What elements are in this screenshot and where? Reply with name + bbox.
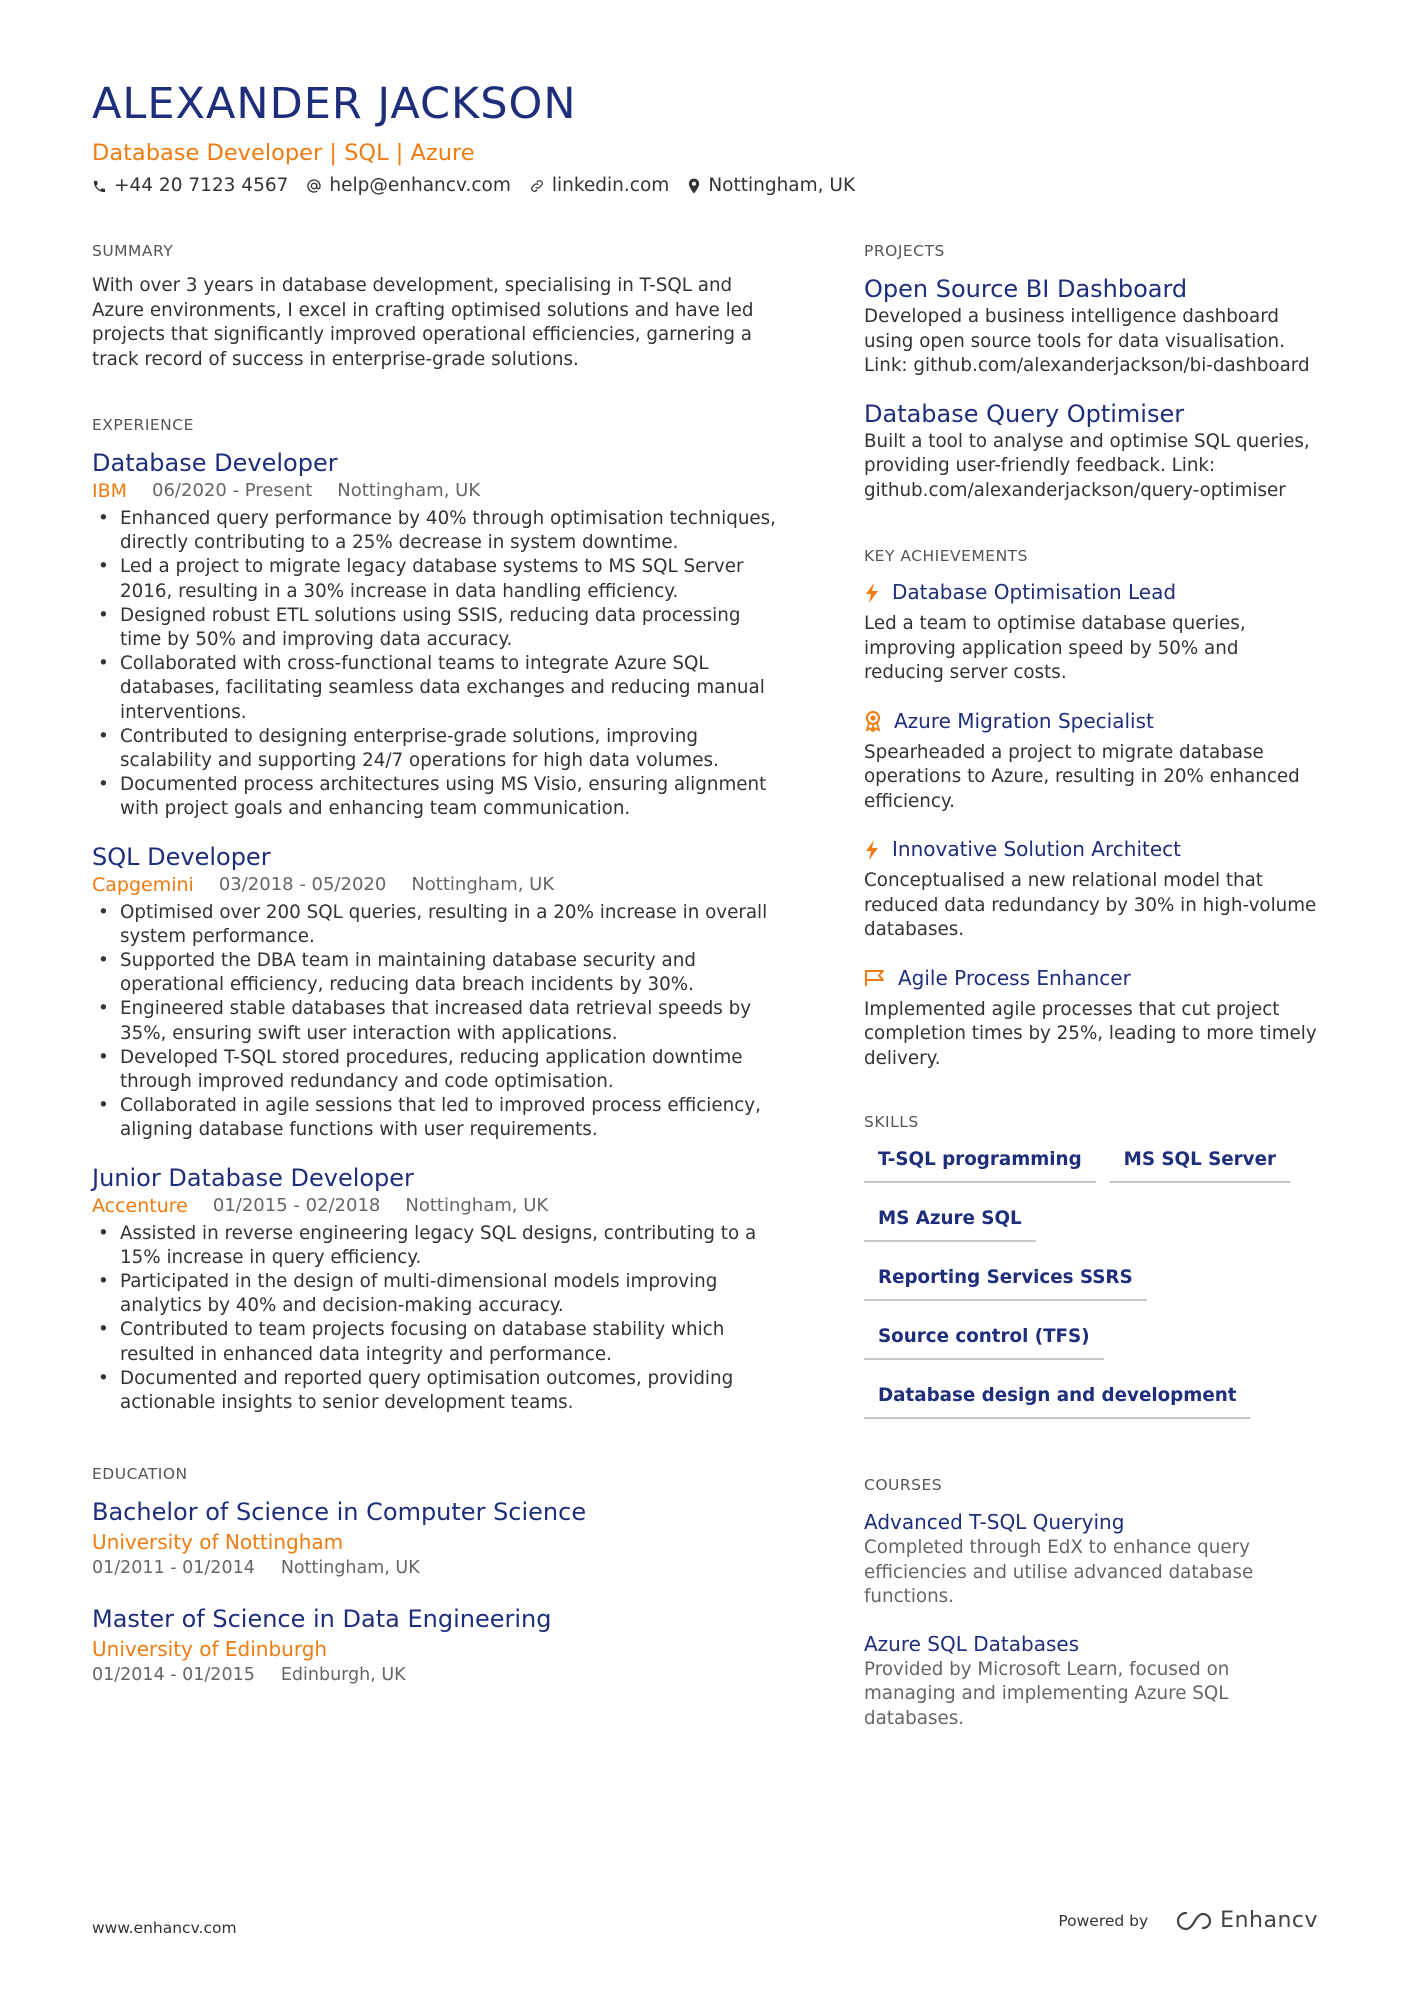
bullet-item: • Collaborated with cross-functional teams to integrate Azure SQL databases, facilitating seamless data exchanges and reducing manual interventions. [92, 652, 782, 725]
bullet-item: • Supported the DBA team in maintaining database security and operational efficiency, reducing data breach incidents by 30%. [92, 949, 782, 997]
candidate-name: ALEXANDER JACKSON [92, 79, 577, 129]
enhancv-logo[interactable] [1172, 1908, 1318, 1933]
job-title: Junior Database Developer [92, 1163, 414, 1192]
right-column [864, 240, 1324, 1773]
job-meta [92, 479, 782, 503]
course-entry [864, 1508, 1324, 1610]
job-entry [92, 448, 782, 822]
footer-branding [1058, 1908, 1318, 1933]
achievement-title: Innovative Solution Architect [892, 837, 1181, 861]
courses-section [864, 1474, 1324, 1731]
education-meta [92, 1663, 782, 1687]
achievement-title: Database Optimisation Lead [892, 580, 1177, 604]
skills-section [864, 1111, 1324, 1442]
education-entry [92, 1497, 782, 1580]
achievement-header [864, 708, 1324, 735]
section-title: EDUCATION [92, 1465, 188, 1484]
linkedin-text: linkedin.com [551, 175, 670, 196]
contact-email[interactable] [306, 173, 510, 199]
flag-icon [864, 969, 886, 987]
job-title: SQL Developer [92, 842, 271, 871]
brand-name: Enhancv [1220, 1908, 1318, 1933]
company-name: Accenture [92, 1194, 188, 1217]
powered-by-label: Powered by [1058, 1911, 1149, 1930]
at-icon [306, 178, 322, 194]
experience-section [92, 414, 782, 1415]
bullet-item: • Participated in the design of multi-dimensional models improving analytics by 40% and decision-making accuracy. [92, 1270, 782, 1318]
award-icon [864, 710, 882, 732]
job-dates: 01/2015 - 02/2018 [212, 1194, 381, 1216]
left-column [92, 240, 782, 1729]
job-dates: 03/2018 - 05/2020 [218, 873, 387, 895]
achievement-title: Azure Migration Specialist [894, 708, 1154, 733]
course-title: Advanced T-SQL Querying [864, 1510, 1125, 1534]
achievement-entry [864, 965, 1324, 1072]
achievement-entry [864, 836, 1324, 943]
job-meta [92, 873, 782, 897]
job-location: Nottingham, UK [337, 480, 481, 501]
summary-text: With over 3 years in database development, specialising in T-SQL and Azure environments, I excel in crafting optimised solutions and have led projects that significantly improved operational efficiencies, garnering a track record of success in enterprise-grade solutions. [92, 275, 754, 370]
education-dates: 01/2011 - 01/2014 [92, 1558, 255, 1579]
project-entry [864, 399, 1324, 504]
section-title: COURSES [864, 1476, 943, 1494]
section-title: KEY ACHIEVEMENTS [864, 547, 1028, 565]
skill-tag: Database design and development [864, 1383, 1250, 1419]
bullet-item: • Optimised over 200 SQL queries, resulting in a 20% increase in overall system performance. [92, 901, 782, 949]
achievement-header [864, 965, 1324, 992]
company-name: Capgemini [92, 873, 194, 896]
achievement-text: Implemented agile processes that cut project completion times by 25%, leading to more timely delivery. [864, 998, 1317, 1069]
course-title: Azure SQL Databases [864, 1631, 1080, 1656]
project-entry [864, 274, 1324, 379]
bullet-item: • Enhanced query performance by 40% through optimisation techniques, directly contributing to a 25% decrease in system downtime. [92, 507, 782, 555]
job-entry [92, 842, 782, 1143]
bolt-icon [864, 582, 880, 604]
education-entry [92, 1604, 782, 1687]
education-location: Nottingham, UK [280, 1558, 420, 1579]
project-description: Developed a business intelligence dashboard using open source tools for data visualisation. Link: github.com/alexanderjackson/bi-dashboard [864, 306, 1310, 376]
section-title: SKILLS [864, 1113, 919, 1131]
company-name: IBM [92, 480, 128, 502]
phone-icon [92, 179, 107, 194]
headline: Database Developer | SQL | Azure [92, 140, 475, 166]
job-title: Database Developer [92, 449, 338, 477]
degree-title: Master of Science in Data Engineering [92, 1605, 552, 1634]
bullet-item: • Documented process architectures using MS Visio, ensuring alignment with project goals and enhancing team communication. [92, 773, 782, 821]
skills-list [864, 1147, 1324, 1442]
project-title: Database Query Optimiser [864, 399, 1185, 428]
skill-tag: MS Azure SQL [864, 1206, 1036, 1242]
bullet-item: • Documented and reported query optimisation outcomes, providing actionable insights to senior development teams. [92, 1367, 782, 1415]
job-meta [92, 1194, 782, 1218]
bullet-item: • Led a project to migrate legacy database systems to MS SQL Server 2016, resulting in a 30% increase in data handling efficiency. [92, 555, 782, 603]
projects-section [864, 240, 1324, 503]
education-meta [92, 1556, 782, 1580]
job-entry [92, 1163, 782, 1416]
link-icon [529, 178, 545, 194]
achievement-text: Led a team to optimise database queries, improving application speed by 50% and reducing server costs. [864, 613, 1246, 683]
education-location: Edinburgh, UK [280, 1665, 406, 1686]
section-title: SUMMARY [92, 242, 174, 260]
contact-linkedin[interactable] [529, 173, 669, 199]
phone-text: +44 20 7123 4567 [114, 175, 289, 196]
contact-location [687, 173, 855, 199]
degree-title: Bachelor of Science in Computer Science [92, 1498, 587, 1527]
footer-website[interactable]: www.enhancv.com [92, 1919, 237, 1937]
summary-section [92, 240, 782, 372]
course-description: Provided by Microsoft Learn, focused on managing and implementing Azure SQL databases. [864, 1658, 1230, 1729]
bullet-item: • Collaborated in agile sessions that led to improved process efficiency, aligning database functions with user requirements. [92, 1094, 782, 1142]
achievement-title: Agile Process Enhancer [898, 965, 1131, 990]
job-bullets [92, 901, 782, 1143]
achievement-header [864, 836, 1324, 863]
school-name: University of Edinburgh [92, 1637, 328, 1662]
bullet-item: • Engineered stable databases that increased data retrieval speeds by 35%, ensuring swift user interaction with applications. [92, 997, 782, 1045]
contact-bar [92, 173, 873, 199]
skill-tag: T-SQL programming [864, 1147, 1096, 1183]
project-description: Built a tool to analyse and optimise SQL queries, providing user-friendly feedback. Link: github.com/alexanderjackson/query-optimiser [864, 430, 1310, 501]
job-bullets [92, 507, 782, 822]
email-text: help@enhancv.com [329, 175, 511, 196]
skill-tag: MS SQL Server [1110, 1147, 1290, 1183]
skill-tag: Source control (TFS) [864, 1324, 1104, 1360]
job-bullets [92, 1222, 782, 1416]
section-title: EXPERIENCE [92, 416, 194, 434]
education-dates: 01/2014 - 01/2015 [92, 1665, 255, 1686]
achievement-text: Spearheaded a project to migrate database operations to Azure, resulting in 20% enhanced efficiency. [864, 741, 1300, 812]
skill-tag: Reporting Services SSRS [864, 1265, 1147, 1301]
bullet-item: • Designed robust ETL solutions using SSIS, reducing data processing time by 50% and improving data accuracy. [92, 604, 782, 652]
course-entry [864, 1630, 1324, 1732]
project-title: Open Source BI Dashboard [864, 275, 1188, 303]
location-pin-icon [687, 178, 701, 194]
job-dates: 06/2020 - Present [152, 480, 313, 501]
achievement-entry [864, 708, 1324, 815]
bullet-item: • Contributed to designing enterprise-grade solutions, improving scalability and supporting 24/7 operations for high data volumes. [92, 725, 782, 773]
school-name: University of Nottingham [92, 1530, 344, 1555]
course-description: Completed through EdX to enhance query efficiencies and utilise advanced database functions. [864, 1537, 1254, 1607]
job-location: Nottingham, UK [405, 1194, 549, 1216]
education-section [92, 1463, 782, 1687]
job-location: Nottingham, UK [411, 873, 555, 895]
bullet-item: • Contributed to team projects focusing on database stability which resulted in enhanced data integrity and performance. [92, 1318, 782, 1366]
achievement-entry [864, 579, 1324, 686]
section-title: PROJECTS [864, 242, 945, 260]
bolt-icon [864, 839, 880, 861]
enhancv-logo-icon [1172, 1909, 1212, 1933]
location-text: Nottingham, UK [708, 175, 856, 196]
bullet-item: • Developed T-SQL stored procedures, reducing application downtime through improved redundancy and code optimisation. [92, 1046, 782, 1094]
achievements-section [864, 545, 1324, 1071]
contact-phone[interactable] [92, 173, 288, 199]
bullet-item: • Assisted in reverse engineering legacy SQL designs, contributing to a 15% increase in query efficiency. [92, 1222, 782, 1270]
achievement-text: Conceptualised a new relational model that reduced data redundancy by 30% in high-volume databases. [864, 870, 1317, 940]
achievement-header [864, 579, 1324, 606]
